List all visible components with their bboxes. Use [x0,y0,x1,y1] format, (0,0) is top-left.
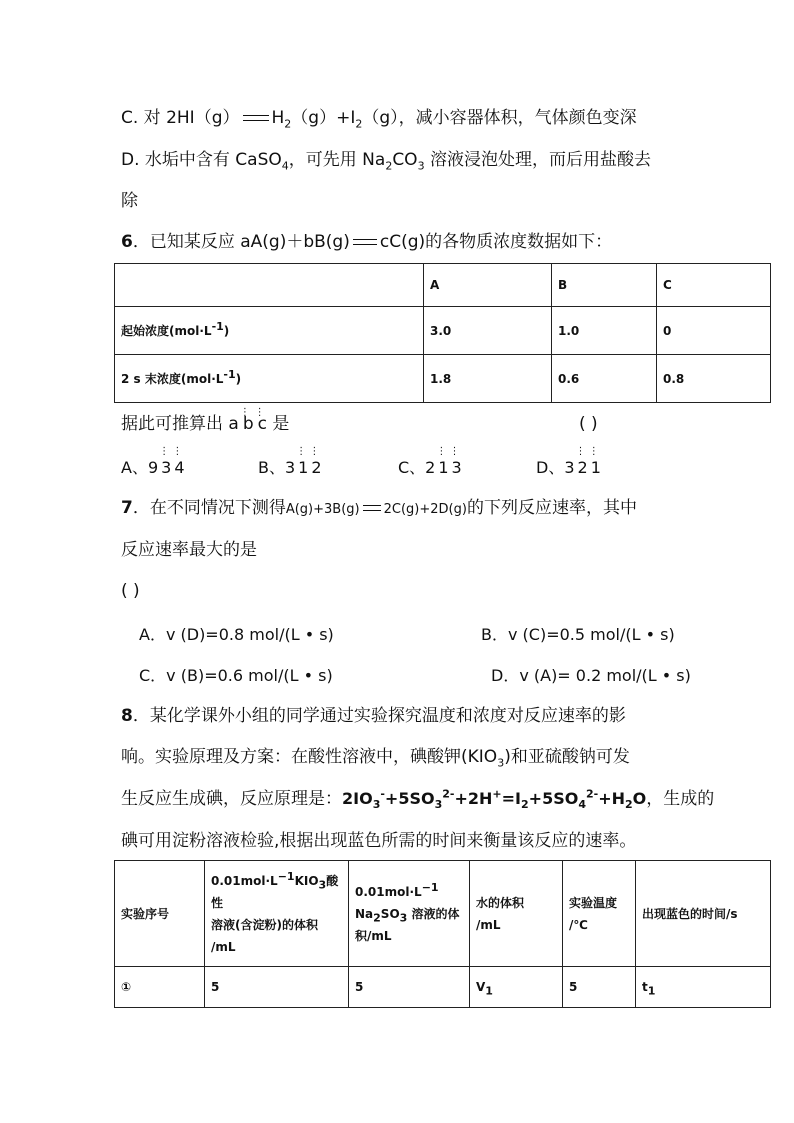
q6-ask [121,413,289,435]
option-b-value: 3 [161,458,172,477]
so4-subscript: 4 [281,159,289,173]
cell-sub: 1 [485,984,493,998]
table-cell: 0 [657,307,771,355]
row-label-close: ) [223,324,230,338]
header-text: /℃ [569,917,588,932]
table-row [115,307,771,355]
table-cell: 5 [205,967,349,1008]
q7-option-b[interactable]: B．v (C)=0.5 mol/(L • s) [481,625,675,644]
q6-ask-text: 据此可推算出 a [121,414,239,434]
q8-text-a: ．某化学课外小组的同学通过实验探究温度和浓度对反应速率的影 [132,706,626,726]
row-label-sup: -1 [211,320,224,333]
option-c-suffix: （g），减小容器体积，气体颜色变深 [362,108,637,128]
option-d-line [121,149,651,171]
table-cell: 5 [563,967,636,1008]
table-header-cell [563,861,636,967]
header-text: 溶液的体 [407,906,460,921]
table-cell [636,967,771,1008]
table-cell: A [424,264,552,307]
header-text: 酸性 [211,873,339,910]
option-d-continuation: 除 [121,191,138,211]
table-row [115,861,771,967]
header-text: Na [355,906,374,921]
table-header-cell: 实验序号 [115,861,205,967]
q6-option-b[interactable] [258,455,322,478]
q7-answer-paren: ( ) [121,581,140,601]
q6-text-a: ．已知某反应 aA(g)＋bB(g) [132,232,350,252]
option-c-prefix: C. 对 2HI（g） [121,108,240,128]
q8-stem [121,705,626,727]
q8-stem-d: 碘可用淀粉溶液检验,根据出现蓝色所需的时间来衡量该反应的速率。 [121,831,637,851]
header-text: /mL [476,917,501,932]
table-cell [115,307,424,355]
table-header-cell [349,861,470,967]
q6-option-a[interactable] [121,455,185,478]
q7-eq-right: 2C(g)+2D(g) [383,502,467,517]
cell-value: V [476,980,486,994]
row-label-sup: -1 [223,368,236,381]
table-header-cell [470,861,563,967]
q8-stem-c [121,788,714,810]
header-sup: −1 [421,880,439,894]
q7-eq-left: A(g)+3B(g) [285,502,360,517]
cell-sub: 1 [647,984,656,998]
option-c-value: 3 [451,458,462,477]
equilibrium-arrow-icon [353,238,377,246]
header-sub: 3 [399,910,408,924]
option-label: B、3 [258,458,296,477]
header-text: /mL [211,939,236,954]
q7-option-d[interactable]: D．v (A)= 0.2 mol/(L • s) [491,666,691,685]
option-b-value: 1 [298,458,309,477]
q8-text-c2: ，生成的 [646,789,715,809]
option-label: C、2 [398,458,436,477]
h2-formula: H [271,108,285,128]
option-c-value: 4 [174,458,185,477]
header-text: 积/mL [355,928,392,943]
q8-stem-b [121,746,630,768]
row-label: 2 s 末浓度(mol·L [121,372,224,386]
table-cell: ① [115,967,205,1008]
table-cell: 3.0 [424,307,552,355]
q8-text-b2: )和亚硫酸钠可发 [504,747,630,767]
table-cell: 1.0 [552,307,657,355]
row-label: 起始浓度(mol·L [121,324,212,338]
header-text: 0.01mol·L [355,884,422,899]
q7-number: 7 [121,498,133,518]
q6-stem [121,231,612,253]
q6-answer-paren: ( ) [579,414,598,434]
table-row [115,355,771,403]
table-row [115,967,771,1008]
option-label: D、3 [536,458,575,477]
option-c-value: 1 [590,458,601,477]
q7-stem [121,497,637,521]
table-cell: 5 [349,967,470,1008]
q7-option-c[interactable]: C．v (B)=0.6 mol/(L • s) [139,666,333,685]
q8-text-c: 生反应生成碘，反应原理是： [121,789,342,809]
header-sup: −1 [277,869,295,883]
header-text: 水的体积 [476,895,525,910]
q8-table [114,860,771,1008]
option-label: A、9 [121,458,159,477]
table-cell: B [552,264,657,307]
co-formula: CO [392,150,418,170]
table-cell: C [657,264,771,307]
q6-text-b: cC(g)的各物质浓度数据如下： [379,232,613,252]
q7-stem-cont: 反应速率最大的是 [121,540,257,560]
header-sub: 2 [373,910,381,924]
co3-subscript: 3 [417,159,425,173]
q6-option-d[interactable] [536,455,601,478]
option-c-mid: （g）+I [291,108,356,128]
option-d-suffix: 溶液浸泡处理，而后用盐酸去 [424,150,651,170]
option-d-mid: ，可先用 Na [288,150,386,170]
table-row [115,264,771,307]
na-subscript: 2 [385,159,393,173]
q6-ask-b: b [242,414,254,434]
table-cell [115,264,424,307]
kio3-subscript: 3 [497,756,505,770]
i2-subscript: 2 [355,117,363,131]
table-cell [470,967,563,1008]
q8-equation: $2IO_3^-+5SO_3^{2-}+2H^+=I_2+5SO_4^{2-}+H_2O$ [342,787,647,812]
header-text: SO [380,906,400,921]
table-cell: 1.8 [424,355,552,403]
header-text: 实验温度 [569,895,618,910]
table-header-cell: 出现蓝色的时间/s [636,861,771,967]
equilibrium-arrow-icon [243,114,269,122]
header-text: 溶液(含淀粉)的体积 [211,917,318,932]
table-header-cell [205,861,349,967]
option-b-value: 2 [577,458,588,477]
option-c-value: 2 [311,458,322,477]
option-b-value: 1 [438,458,449,477]
table-cell: 0.6 [552,355,657,403]
q6-option-c[interactable] [398,455,462,478]
header-text: 0.01mol·L [211,873,278,888]
q6-ask-c: c 是 [257,414,290,434]
cell-value: t [642,980,648,994]
q7-text-a: ．在不同情况下测得 [132,498,286,518]
table-cell [115,355,424,403]
header-sub: 3 [318,877,327,891]
row-label-close: ) [235,372,242,386]
q7-option-a[interactable]: A．v (D)=0.8 mol/(L • s) [139,625,334,644]
q8-text-b: 响。实验原理及方案：在酸性溶液中，碘酸钾(KIO [121,747,498,767]
q6-number: 6 [121,232,133,252]
q6-table [114,263,771,403]
h2-subscript: 2 [284,117,292,131]
option-c-line [121,107,637,129]
equilibrium-arrow-icon [363,504,381,512]
q8-number: 8 [121,706,133,726]
q7-text-b: 的下列反应速率，其中 [466,498,637,518]
table-cell: 0.8 [657,355,771,403]
option-d-prefix: D. 水垢中含有 CaSO [121,150,282,170]
header-text: KIO [294,873,319,888]
